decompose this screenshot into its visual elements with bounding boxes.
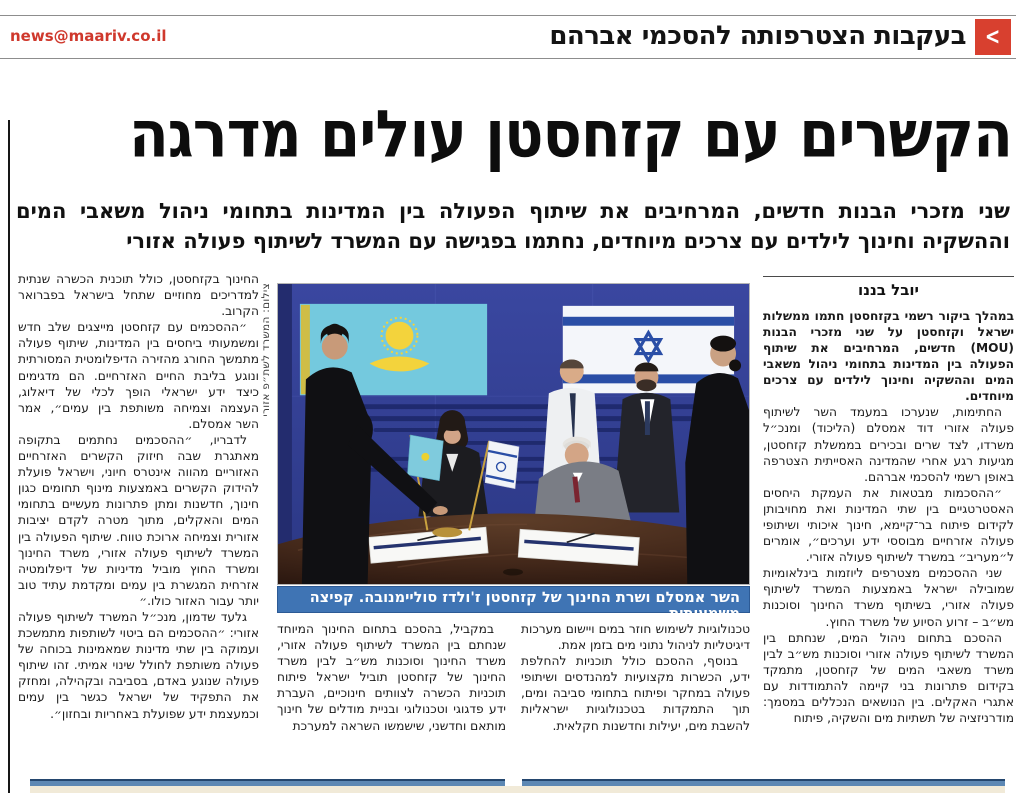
photo-credit: צילום: המשרד לשת״פ אזורי [260,283,272,417]
kicker-headline: בעקבות הצטרפותה להסכמי אברהם [549,21,966,51]
left-chevron-icon: < [985,23,1001,50]
article-paragraph: ״ההסכמים עם קזחסטן מייצגים שלב חדש ומשמעותי ביחסים בין המדינות, שיתוף פעולה מתמשך החורג מהזירה הדיפלומטית המסורתית ונוגע בליבת החיים האזרחיים. הם מדגימים כיצד ידע ישראלי הופך לכלי של דיאלוג, העצמה וצמיחה משותפת בין עמים״, אמר השר אמסלם. [18,320,259,431]
bottom-separator-left [30,779,505,786]
masthead-bottom-rule [0,58,1016,59]
article-paragraph: בנוסף, ההסכם כולל תוכניות להחלפת ידע, הכשרות מקצועיות למהנדסים ושיתופי פעולה במחקר ופיתוח בתחומי סביבה ומים, תוך התמקדות בטכנולוגיות ישראליות להשבת מים, יעילות וחדשנות חקלאית. [521,654,750,733]
section-arrow-icon[interactable] [975,19,1011,55]
left-page-rule [8,120,10,793]
article-column-mid-right [521,621,750,769]
article-paragraph: טכנולוגיות לשימוש חוזר במים ויישום מערכות דיגיטליות לניהול נתוני מים בזמן אמת. [521,622,750,653]
subheadline: שני מזכרי הבנות חדשים, המרחיבים את שיתוף הפעולה בין המדינות בתחומי ניהול משאבי המים וההשקיה וחינוך לילדים עם צרכים מיוחדים, נחתמו בפגישה עם המשרד לשיתוף פעולה אזורי [16,199,1010,254]
ceremony-photo [277,283,750,585]
byline: יובל בננו [858,281,919,299]
photo-caption: השר אמסלם ושרת החינוך של קזחסטן ז'ולדז סוליימנובה. קפיצה משמעותית [277,586,750,613]
article-paragraph: גלעד שדמון, מנכ״ל המשרד לשיתוף פעולה אזורי: ״ההסכמים הם ביטוי לשותפות מתמשכת ועמוקה בין שתי מדינות שמאמינות בכוחה של פעולה משותפת לחולל שינוי אמיתי. זהו שיתוף פעולה שנוגע באדם, בסביבה ובקהילה, ומחזק את התפקיד של ישראל כגשר בין עמים וכמעצמת ידע שפועלת באחריות ובחזון״. [18,609,259,721]
article-paragraph: החתימות, שנערכו במעמד השר לשיתוף פעולה אזורי דוד אמסלם (הליכוד) ומנכ״ל משרדו, לצד שרים ובכירים בממשלת קזחסטן, מגיעות רגע אחרי שהמדינה האסייתית הצטרפה באופן רשמי להסכמי אברהם. [763,405,1014,484]
ceremony-photo-art [278,284,749,584]
bottom-separator-right [522,779,1005,786]
masthead-top-rule [0,15,1016,16]
main-headline: הקשרים עם קזחסטן עולים מדרגה [128,96,1012,173]
article-column-mid-left [277,621,506,769]
article-paragraph: ההסכם בתחום ניהול המים, שנחתם בין המשרד לשיתוף פעולה אזורי וסוכנות מש״ב לבין משרד משאבי המים של קזחסטן, מתמקד בקידום פתרונות בני קיימה להתמודדות עם אתגרי האקלים. בין הנושאים הנכללים במסמך: מודרניזציה של תשתיות מים והשקיה, פיתוח [763,630,1014,726]
article-column-right [763,276,1014,768]
article-paragraph: לדבריו, ״ההסכמים נחתמים בתקופה מאתגרת שבה חיזוק הקשרים האזרחיים האזוריים מהווה אינטרס חיוני, וישראל פועלת להידוק הקשרים באמצעות מינוף תחומים כגון חינוך, חדשנות ומתן פתרונות מעשיים בתחומי המים והאקלים, מתוך מטרה לקדם יציבות אזורית וצמיחה ארוכת טווח. שיתוף הפעולה בין המשרד לשיתוף פעולה אזורי, משרד החינוך ומשרד החוץ מוביל מדיניות של דיפלומטיה אזרחית המגשרת בין עמים ומקדמת עתיד טוב יותר עבור האזור כולו.״ [18,432,259,608]
article-paragraph: במהלך ביקור רשמי בקזחסטן חתמו ממשלות ישראל וקזחסטן על שני מזכרי הבנות (MOU) חדשים, המרחיבים את שיתוף הפעולה בין המדינות בתחומי ניהול משאבי המים וההשקיה וחינוך לילדים עם צרכים מיוחדים. [763,308,1014,404]
article-paragraph: במקביל, בהסכם בתחום החינוך המיוחד שנחתם בין המשרד לשיתוף פעולה אזורי, משרד החינוך וסוכנות מש״ב לבין משרד החינוך של קזחסטן תוביל ישראל פיתוח תוכניות הכשרה לצוותים חינוכיים, העברת ידע פדגוגי וטכנולוגי ובניית מודלים של חינוך מותאם וחדשני, שישמשו השראה למערכת [277,622,506,733]
article-paragraph: ״ההסכמות מבטאות את העמקת היחסים האסטרטגיים בין שתי המדינות ואת מחויבותן לקידום פיתוח בר־קיימא, חינוך איכותי ושיתופי פעולה אזרחיים מבוססי ידע וערכים״, אומרים ל״מעריב״ במשרד לשיתוף פעולה אזורי. [763,485,1014,565]
article-paragraph: שני ההסכמים מצטרפים ליוזמות בינלאומיות שמובילה ישראל באמצעות המשרד לשיתוף פעולה אזורי, בשיתוף משרד החינוך וסוכנות מש״ב – זרוע הסיוע של משרד החוץ. [763,566,1014,629]
article-column-left [18,271,259,768]
contact-email[interactable]: news@maariv.co.il [10,27,167,45]
article-paragraph: החינוך בקזחסטן, כולל תוכנית הכשרה שנתית למדריכים מחוזיים שתחל בישראל בפברואר הקרוב. [18,272,259,319]
byline-block [763,276,1014,301]
next-section-edge [30,786,1005,793]
